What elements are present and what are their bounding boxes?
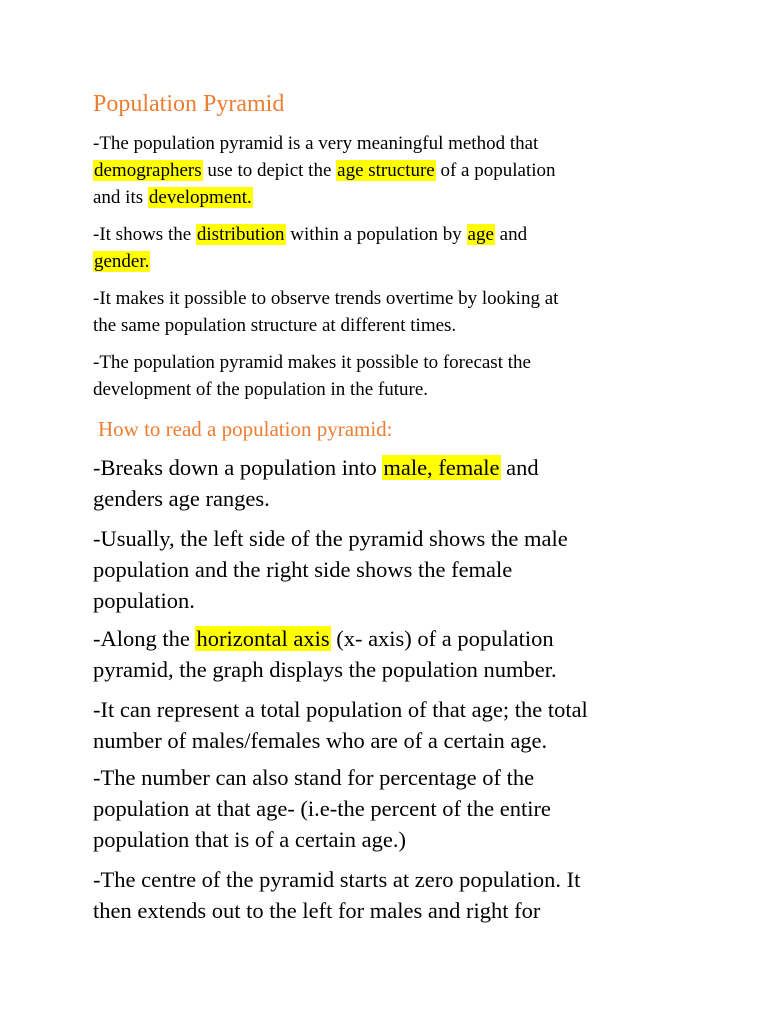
text-line: [93, 793, 551, 824]
text-line: [93, 762, 551, 793]
text-run: development of the population in the future.: [93, 379, 429, 400]
highlighted-term: age structure: [337, 160, 435, 181]
text-line: [93, 349, 531, 376]
text-line: [93, 452, 539, 483]
text-run: -It shows the: [93, 224, 196, 245]
text-run: pyramid, the graph displays the population number.: [93, 657, 557, 682]
text-line: [93, 864, 580, 895]
text-line: [93, 312, 558, 339]
text-run: -Usually, the left side of the pyramid shows the male: [93, 526, 568, 551]
text-run: use to depict the: [202, 160, 337, 181]
text-line: [93, 130, 556, 157]
highlighted-term: gender.: [94, 251, 150, 272]
text-run: and its: [93, 187, 148, 208]
text-run: population that is of a certain age.): [93, 827, 407, 852]
text-line: [93, 184, 556, 211]
howto-paragraph-3: [93, 623, 557, 685]
text-line: [93, 725, 588, 756]
text-run: and: [500, 455, 539, 480]
text-run: population and the right side shows the female: [93, 557, 513, 582]
text-line: [93, 523, 568, 554]
text-run: -The centre of the pyramid starts at zero population. It: [93, 867, 581, 892]
highlighted-term: male, female: [383, 455, 500, 480]
text-run: then extends out to the left for males and right for: [93, 898, 541, 923]
intro-paragraph-4: [93, 349, 531, 403]
text-run: within a population by: [285, 224, 467, 245]
text-line: [93, 157, 556, 184]
intro-paragraph-2: [93, 221, 527, 275]
text-line: [93, 895, 580, 926]
howto-paragraph-1: [93, 452, 539, 514]
text-run: -The population pyramid is a very meaningful method that: [93, 133, 539, 154]
text-run: number of males/females who are of a certain age.: [93, 728, 548, 753]
highlighted-term: horizontal axis: [196, 626, 330, 651]
text-line: [93, 694, 588, 725]
highlighted-term: demographers: [94, 160, 202, 181]
intro-paragraph-1: [93, 130, 556, 211]
text-run: -Breaks down a population into: [93, 455, 383, 480]
text-run: -Along the: [93, 626, 196, 651]
text-line: [93, 221, 527, 248]
howto-paragraph-6: [93, 864, 580, 926]
text-line: [93, 554, 568, 585]
text-run: -The population pyramid makes it possible to forecast the: [93, 352, 531, 373]
text-line: [93, 376, 531, 403]
howto-paragraph-5: [93, 762, 551, 855]
text-line: [93, 248, 527, 275]
text-run: of a population: [435, 160, 556, 181]
highlighted-term: distribution: [196, 224, 285, 245]
highlighted-term: age: [467, 224, 494, 245]
document-title: Population Pyramid: [93, 91, 285, 117]
text-line: [93, 585, 568, 616]
text-line: [93, 623, 557, 654]
text-run: -The number can also stand for percentage of the: [93, 765, 535, 790]
intro-paragraph-3: [93, 285, 558, 339]
text-run: and: [494, 224, 528, 245]
text-line: [93, 483, 539, 514]
text-run: population at that age- (i.e-the percent of the entire: [93, 796, 551, 821]
howto-paragraph-2: [93, 523, 568, 616]
highlighted-term: development.: [148, 187, 252, 208]
howto-paragraph-4: [93, 694, 588, 756]
text-run: the same population structure at different times.: [93, 315, 457, 336]
section-subtitle: How to read a population pyramid:: [98, 417, 393, 441]
text-run: genders age ranges.: [93, 486, 270, 511]
text-run: population.: [93, 588, 195, 613]
text-line: [93, 824, 551, 855]
text-run: (x- axis) of a population: [330, 626, 554, 651]
text-line: [93, 285, 558, 312]
text-run: -It can represent a total population of that age; the total: [93, 697, 588, 722]
text-line: [93, 654, 557, 685]
text-run: -It makes it possible to observe trends overtime by looking at: [93, 288, 559, 309]
